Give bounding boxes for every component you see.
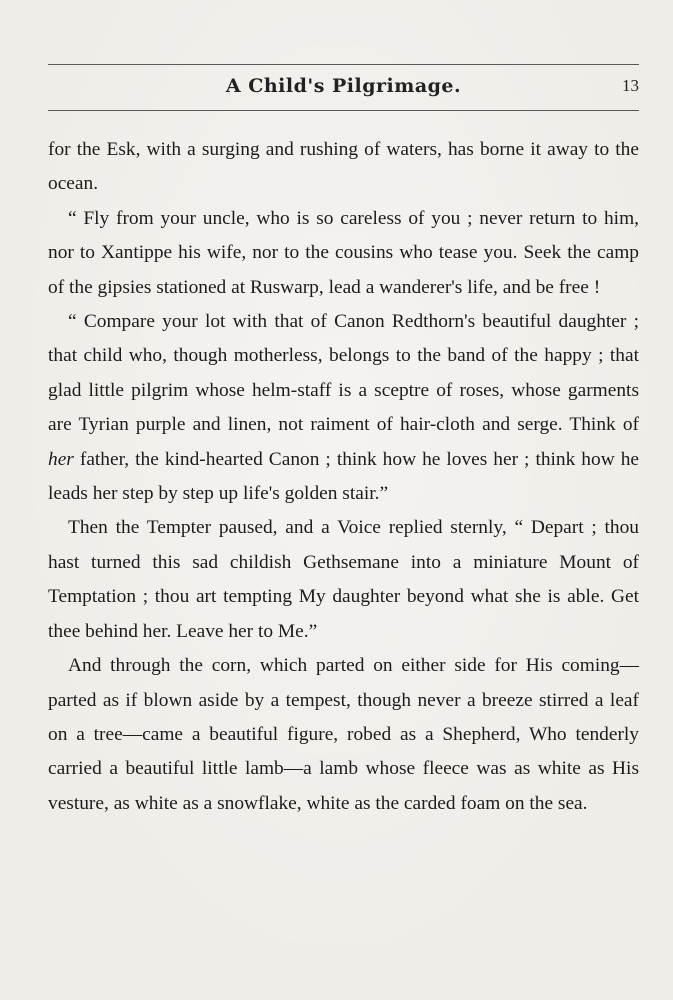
paragraph-3-part-2: father, the kind-hearted Canon ; think how he loves her ; think how he leads her step by step up life's golden stair.” (48, 448, 639, 505)
paragraph-3 (48, 305, 639, 511)
paragraph-3-part-1: “ Compare your lot with that of Canon Redthorn's beautiful daughter ; that child who, though motherless, belongs to the band of the happy ; that glad little pilgrim whose helm-staff is a sceptre of roses, whose garments are Tyrian purple and linen, not raiment of hair-cloth and serge. Think of (48, 311, 639, 436)
paragraph-4: Then the Tempter paused, and a Voice replied sternly, “ Depart ; thou hast turned this sad childish Gethsemane into a miniature Mount of Temptation ; thou art tempting My daughter beyond what she is able. Get thee behind her. Leave her to Me.” (48, 517, 639, 642)
paragraph-5: And through the corn, which parted on either side for His coming—parted as if blown aside by a tempest, though never a breeze stirred a leaf on a tree—came a beautiful figure, robed as a Shepherd, Who tenderly carried a beautiful little lamb—a lamb whose fleece was as white as His vesture, as white as a snowflake, white as the carded foam on the sea. (48, 655, 639, 814)
paragraph-2: “ Fly from your uncle, who is so careless of you ; never return to him, nor to Xantippe his wife, nor to the cousins who tease you. Seek the camp of the gipsies stationed at Ruswarp, lead a wanderer's life, and be free ! (48, 207, 639, 298)
header-top-rule (48, 64, 639, 65)
body-text (48, 133, 639, 821)
paragraph-3-emphasis: her (48, 448, 74, 470)
paragraph-1: for the Esk, with a surging and rushing of waters, has borne it away to the ocean. (48, 139, 639, 195)
running-head (48, 72, 639, 102)
header-bottom-rule (48, 110, 639, 111)
running-title: A Child's Pilgrimage. (225, 75, 462, 97)
page-number: 13 (622, 76, 639, 95)
